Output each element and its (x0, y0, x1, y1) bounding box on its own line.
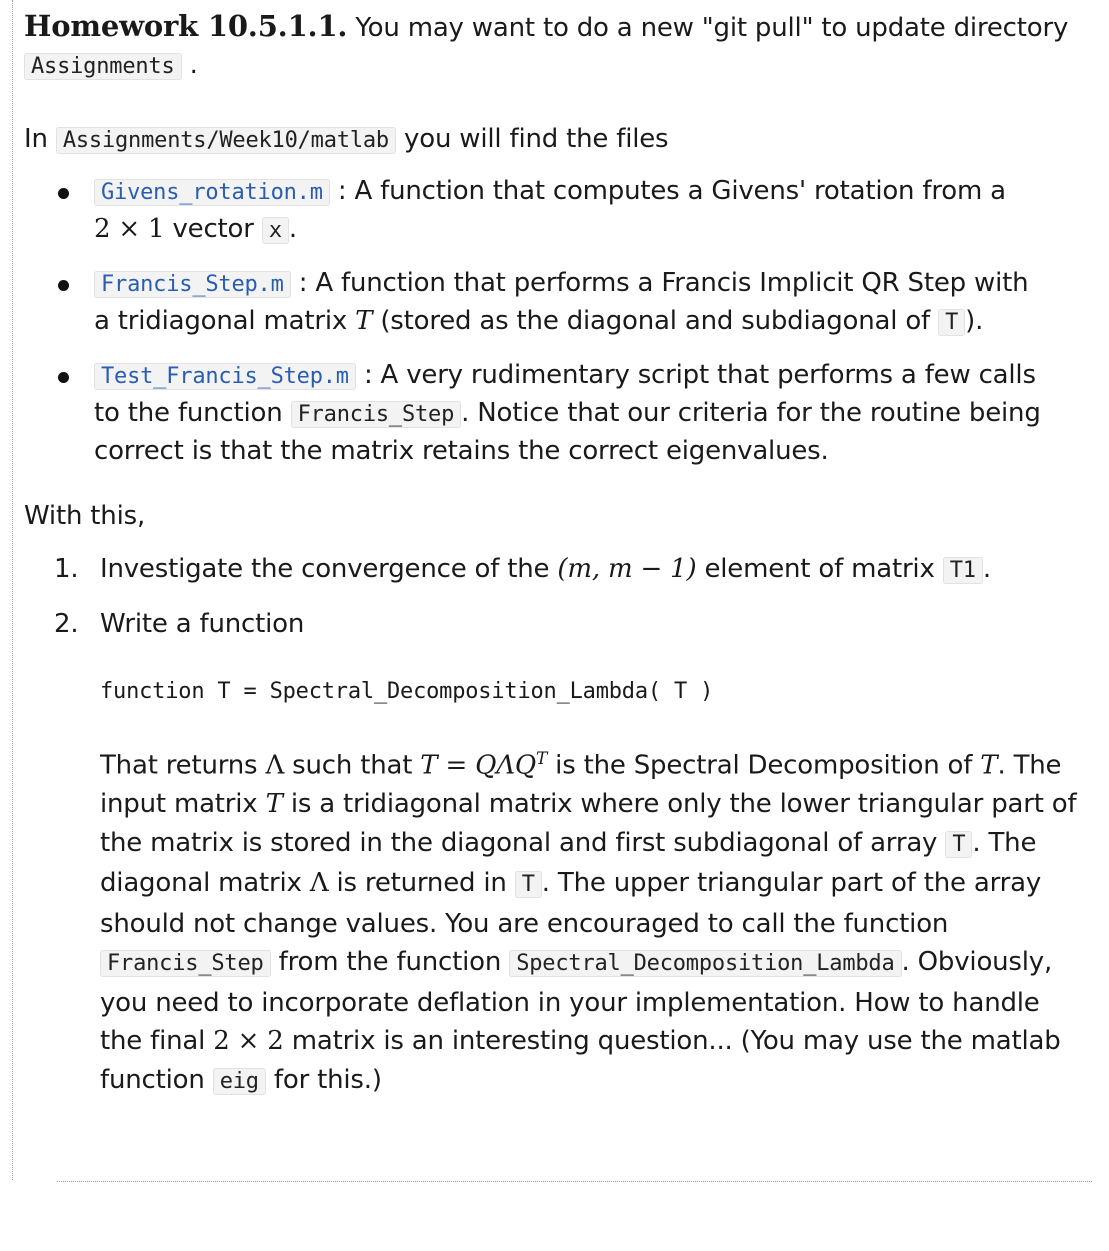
with-this: With this, (24, 501, 146, 531)
function-signature: function T = Spectral_Decomposition_Lambda( T ) (100, 679, 714, 704)
step-item: 1. Investigate the convergence of the (m, m − 1) element of matrix T1 . (100, 551, 1084, 589)
path-code: Assignments/Week10/matlab (56, 127, 396, 154)
intro-text: You may want to do a new "git pull" to update directory (355, 13, 1069, 43)
list-item: Francis_Step.m : A function that performs a Francis Implicit QR Step with a tridiagonal matrix T (stored as the diagonal and subdiagonal of T ). (94, 265, 1084, 341)
function-description: That returns Λ such that $T = Q\Lambda Q^T$ is the Spectral Decomposition of T. The input matrix T is a tridiagonal matrix where only the lower triangular part of the matrix is stored in the diagonal and first subdiagonal of array T . The diagonal matrix Λ is returned in T . The upper triangular part of the array should not change values. You are encouraged to call the function Francis_Step from the function Spectral_Decomposition_Lambda . Obviously, you need to incorporate deflation in your implementation. How to handle the final 2 × 2 matrix is an interesting question... (You may use the matlab function eig for this.) (100, 749, 1077, 1095)
file-link-test-francis-step[interactable]: Test_Francis_Step.m (94, 363, 356, 390)
files-intro: In Assignments/Week10/matlab you will find the files (24, 124, 669, 154)
step-number: 2. (54, 609, 79, 639)
homework-intro: Homework 10.5.1.1. You may want to do a new "git pull" to update directory Assignments . (24, 9, 1069, 80)
homework-title: Homework 10.5.1.1. (24, 9, 348, 43)
step-item: 2. Write a function function T = Spectral_Decomposition_Lambda( T ) That returns Λ such that $T = Q\Lambda Q^T$ is the Spectral Decomposition of T. The input matrix T is a tridiagonal matrix where only the lower triangular part of the matrix is stored in the diagonal and first subdiagonal of array T . The diagonal matrix Λ is returned in T . The upper triangular part of the array should not change values. You are encouraged to call the function Francis_Step from the function Spectral_Decomposition_Lambda . Obviously, you need to incorporate deflation in your implementation. How to handle the final 2 × 2 matrix is an interesting question... (You may use the matlab function eig for this.) (100, 606, 1084, 1101)
homework-content (24, 8, 1084, 1118)
bullet-icon (58, 372, 69, 383)
file-list (24, 173, 1084, 470)
file-link-francis-step[interactable]: Francis_Step.m (94, 271, 291, 298)
file-link-givens[interactable]: Givens_rotation.m (94, 179, 330, 206)
bullet-icon (58, 188, 69, 199)
step-list (24, 551, 1084, 1101)
step-number: 1. (54, 554, 79, 584)
list-item: Givens_rotation.m : A function that computes a Givens' rotation from a 2 × 1 vector x . (94, 173, 1084, 249)
bullet-icon (58, 280, 69, 291)
dir-code: Assignments (24, 53, 182, 80)
list-item: Test_Francis_Step.m : A very rudimentary script that performs a few calls to the function Francis_Step . Notice that our criteria for the routine being correct is that the matrix retains the correct eigenvalues. (94, 357, 1084, 470)
